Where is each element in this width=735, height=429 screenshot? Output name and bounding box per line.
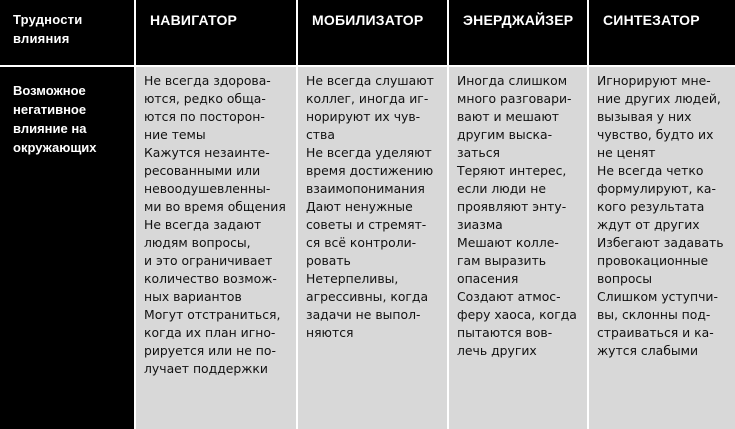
cell-text-line: время достижению [306,163,434,178]
cell-text-line: ние других людей, [597,91,721,106]
cell-text-line: ми во время общения [144,199,286,214]
cell-text-line: когда их план игно- [144,325,276,340]
cell-text-line: Кажутся незаинте- [144,145,270,160]
cell-text-line: людям вопросы, [144,235,251,250]
cell-navigator [134,65,296,429]
cell-text-line: если люди не [457,181,546,196]
cell-text-line: Не всегда здорова- [144,73,271,88]
cell-text-line: Не всегда задают [144,217,262,232]
row-label-line: влияние на [13,121,87,136]
cell-text-line: ние темы [144,127,206,142]
cell-text-line: ровать [306,253,351,268]
row-label-line: негативное [13,102,87,117]
column-header-energizer: ЭНЕРДЖАЙЗЕР [447,0,587,65]
cell-text-line: советы и стремят- [306,217,427,232]
cell-text-line: взаимопонимания [306,181,425,196]
cell-text-line: норируют их чув- [306,109,421,124]
column-header-mobilizer: МОБИЛИЗАТОР [296,0,447,65]
cell-text-line: Мешают колле- [457,235,559,250]
cell-synthesizer [587,65,735,429]
cell-text-line: вы, склонны под- [597,307,711,322]
cell-text-line: много разговари- [457,91,572,106]
cell-text-line: жутся слабыми [597,343,699,358]
cell-text-line: ных вариантов [144,289,242,304]
cell-text-line: количество возмож- [144,271,277,286]
cell-text-line: Слишком уступчи- [597,289,718,304]
cell-text-line: другим выска- [457,127,553,142]
row-label [0,65,134,429]
cell-text-line: зиазма [457,217,503,232]
cell-text-line: Избегают задавать [597,235,724,250]
cell-text-line: Нетерпеливы, [306,271,399,286]
cell-text-line: ресованными или [144,163,261,178]
cell-text-line: вают и мешают [457,109,560,124]
cell-text-line: пытаются вов- [457,325,553,340]
cell-text-line: опасения [457,271,519,286]
cell-mobilizer [296,65,447,429]
cell-text-line: проявляют энту- [457,199,567,214]
cell-text-line: Создают атмос- [457,289,561,304]
cell-text-line: ются по посторон- [144,109,265,124]
cell-text-line: провокационные [597,253,709,268]
cell-text-line: ются, редко обща- [144,91,266,106]
cell-text-line: агрессивны, когда [306,289,429,304]
row-label-line: Возможное [13,83,86,98]
cell-text-line: вызывая у них [597,109,692,124]
cell-text-line: ждут от других [597,217,700,232]
cell-text-line: ся всё контроли- [306,235,417,250]
cell-text-line: Не всегда уделяют [306,145,432,160]
cell-text-line: рируется или не по- [144,343,276,358]
cell-text-line: Могут отстраниться, [144,307,281,322]
cell-text-line: Дают ненужные [306,199,413,214]
corner-line: Трудности [13,12,83,27]
cell-text-line: коллег, иногда иг- [306,91,429,106]
cell-text-line: Не всегда слушают [306,73,434,88]
column-header-synthesizer: СИНТЕЗАТОР [587,0,735,65]
cell-text-line: страиваться и ка- [597,325,714,340]
row-label-line: окружающих [13,140,97,155]
cell-text-line: Иногда слишком [457,73,568,88]
cell-text-line: ства [306,127,335,142]
cell-text-line: гам выразить [457,253,547,268]
cell-text-line: лечь других [457,343,537,358]
cell-text-line: невоодушевленны- [144,181,271,196]
cell-text-line: не ценят [597,145,656,160]
cell-text-line: и это ограничивает [144,253,273,268]
column-header-navigator: НАВИГАТОР [134,0,296,65]
cell-text-line: Теряют интерес, [457,163,567,178]
cell-text-line: няются [306,325,354,340]
corner-line: влияния [13,31,70,46]
cell-text-line: вопросы [597,271,653,286]
cell-text-line: Игнорируют мне- [597,73,711,88]
cell-text-line: задачи не выпол- [306,307,421,322]
cell-energizer [447,65,587,429]
cell-text-line: феру хаоса, когда [457,307,577,322]
cell-text-line: кого результата [597,199,705,214]
cell-text-line: формулируют, ка- [597,181,716,196]
cell-text-line: чувство, будто их [597,127,714,142]
corner-header [0,0,134,65]
cell-text-line: лучает поддержки [144,361,268,376]
cell-text-line: Не всегда четко [597,163,704,178]
cell-text-line: заться [457,145,500,160]
